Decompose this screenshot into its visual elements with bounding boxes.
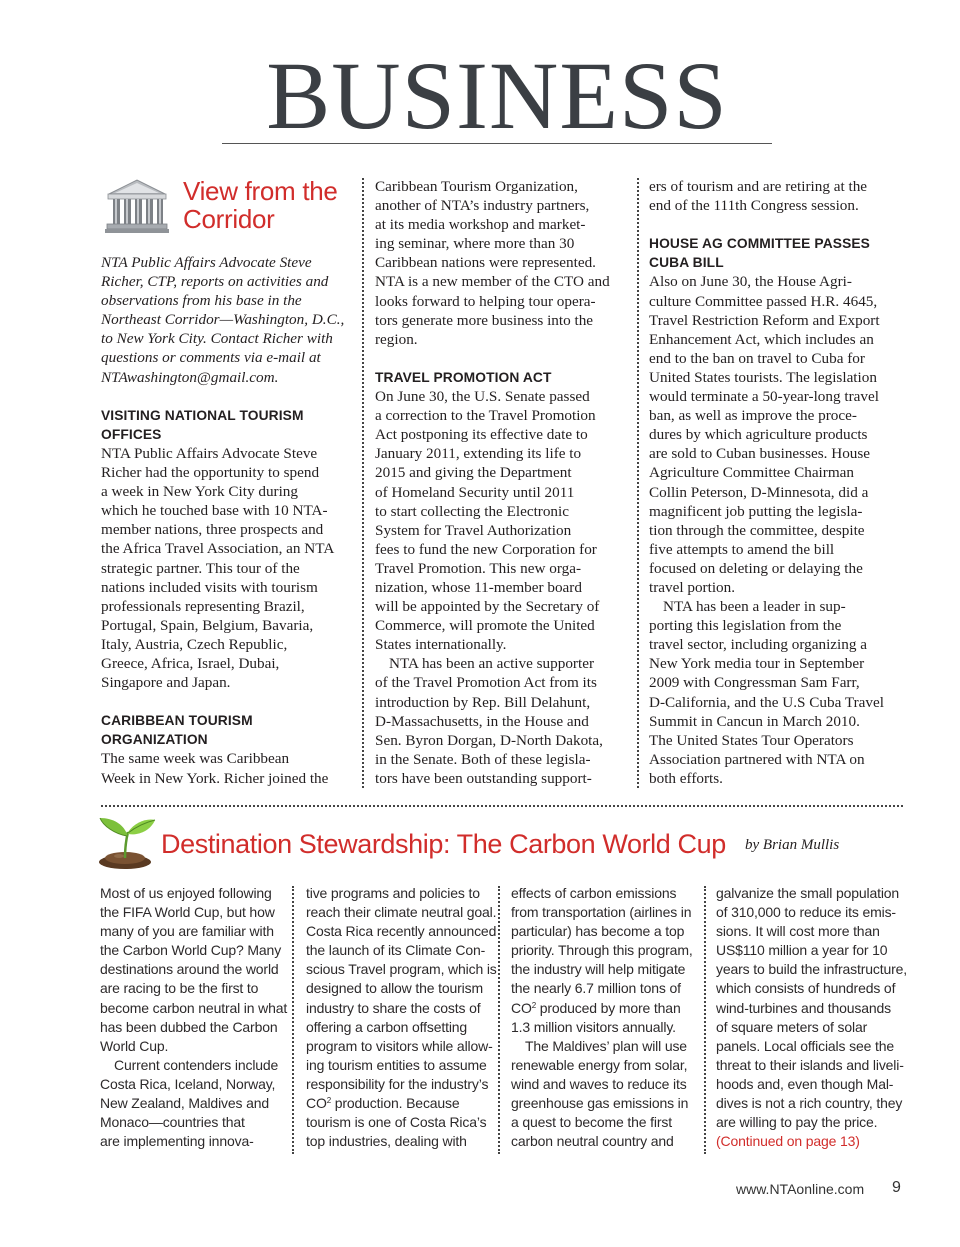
body-line: a quest to become the first: [511, 1114, 672, 1131]
body-line: would terminate a 50-year-long travel: [649, 388, 879, 406]
body-line: US$110 million a year for 10: [716, 942, 888, 959]
body-line: years to build the infrastructure,: [716, 961, 907, 978]
body-line: travel sector, including organizing a: [649, 636, 867, 654]
body-line: the nearly 6.7 million tons of: [511, 980, 681, 997]
body-line: a correction to the Travel Promotion: [375, 407, 596, 425]
corridor-title: [183, 177, 338, 233]
body-line: ing tourism entities to assume: [306, 1056, 487, 1073]
body-line: System for Travel Authorization: [375, 521, 572, 539]
body-line: Travel Restriction Reform and Export: [649, 311, 880, 329]
body-line: magnificent job putting the legisla-: [649, 502, 863, 520]
body-line: are implementing innova-: [100, 1133, 254, 1150]
body-line: Enhancement Act, which includes an: [649, 330, 874, 348]
body-line: Singapore and Japan.: [101, 674, 231, 692]
stewardship-column-4: [716, 884, 908, 1151]
co2-text: CO: [511, 999, 532, 1016]
intro-line: questions or comments via e-mail at: [101, 349, 321, 367]
section-heading: TRAVEL PROMOTION ACT: [375, 369, 552, 385]
body-line: United States tourists. The legislation: [649, 368, 877, 386]
body-line: dives is not a rich country, they: [716, 1095, 903, 1112]
co2-subscript: 2: [326, 1096, 332, 1106]
body-line: New York media tour in September: [649, 655, 865, 673]
body-line: professionals representing Brazil,: [101, 597, 305, 615]
body-line: fees to fund the new Corporation for: [375, 540, 597, 558]
body-line: focused on deleting or delaying the: [649, 559, 863, 577]
body-line: sions. It will cost more than: [716, 923, 880, 940]
body-line: end of the 111th Congress session.: [649, 197, 859, 215]
body-line: scious Travel program, which is: [306, 961, 497, 978]
body-line: NTA has been a leader in sup-: [663, 598, 846, 616]
body-line: nations included visits with tourism: [101, 578, 318, 596]
column-divider: [292, 886, 294, 1154]
body-line: to start collecting the Electronic: [375, 502, 569, 520]
body-line: of the Travel Promotion Act from its: [375, 674, 597, 692]
body-line: panels. Local officials see the: [716, 1037, 894, 1054]
body-line: travel portion.: [649, 578, 736, 596]
body-line: culture Committee passed H.R. 4645,: [649, 292, 878, 310]
intro-line: Richer, CTP, reports on activities and: [101, 273, 329, 291]
section-heading: CUBA BILL: [649, 255, 724, 271]
capitol-building-icon: [105, 176, 169, 234]
body-line: tion through the committee, despite: [649, 521, 865, 539]
section-heading: ORGANIZATION: [101, 732, 208, 748]
body-line: 2015 and giving the Department: [375, 464, 572, 482]
corridor-title-line: View from the: [183, 176, 338, 206]
body-line: in the Senate. Both of these legisla-: [375, 750, 591, 768]
body-line: wind-turbines and thousands: [716, 999, 891, 1016]
body-line: priority. Through this program,: [511, 942, 693, 959]
section-heading: CARIBBEAN TOURISM: [101, 713, 253, 729]
body-line: NTA is a new member of the CTO and: [375, 273, 610, 291]
body-line: are willing to pay the price.: [716, 1114, 878, 1131]
body-line: D-Massachusetts, in the House and: [375, 712, 589, 730]
body-line: member nations, three prospects and: [101, 521, 324, 539]
body-line: Commerce, will promote the United: [375, 617, 595, 635]
body-line: tors have been outstanding support-: [375, 769, 592, 787]
body-line: Travel Promotion. This new orga-: [375, 559, 582, 577]
column-divider: [704, 886, 706, 1154]
corridor-title-line: Corridor: [183, 204, 275, 234]
body-line: the Carbon World Cup? Many: [100, 942, 282, 959]
body-line: the launch of its Climate Con-: [306, 942, 486, 959]
body-line: Caribbean nations were represented.: [375, 254, 596, 272]
body-line: of square meters of solar: [716, 1018, 868, 1035]
body-line: another of NTA’s industry partners,: [375, 197, 590, 215]
body-line: become carbon neutral in what: [100, 999, 288, 1016]
body-line: World Cup.: [100, 1037, 169, 1054]
body-line: of 310,000 to reduce its emis-: [716, 904, 896, 921]
body-line: threat to their islands and liveli-: [716, 1056, 904, 1073]
body-line: Collin Peterson, D-Minnesota, did a: [649, 483, 869, 501]
body-line: Portugal, Spain, Belgium, Bavaria,: [101, 616, 314, 634]
body-line: reach their climate neutral goal.: [306, 904, 497, 921]
intro-line: observations from his base in the: [101, 292, 302, 310]
body-line: top industries, dealing with: [306, 1133, 467, 1150]
body-line: galvanize the small population: [716, 885, 900, 901]
co2-text-rest: production. Because: [331, 1095, 460, 1112]
corridor-column-3: [649, 177, 909, 788]
body-line: region.: [375, 330, 418, 348]
body-line: effects of carbon emissions: [511, 885, 677, 901]
body-line: designed to allow the tourism: [306, 980, 483, 997]
body-line: NTA Public Affairs Advocate Steve: [101, 444, 318, 462]
page-title: BUSINESS: [266, 42, 728, 149]
body-line: wind and waves to reduce its: [511, 1075, 687, 1092]
intro-line: to New York City. Contact Richer with: [101, 330, 333, 348]
body-line: which consists of hundreds of: [716, 980, 896, 997]
body-line: ers of tourism and are retiring at the: [649, 178, 868, 195]
masthead-rule: [222, 143, 772, 144]
body-line: Act postponing its effective date to: [375, 426, 588, 444]
body-line: Current contenders include: [114, 1056, 279, 1073]
body-line: Association partnered with NTA on: [649, 750, 865, 768]
body-line: On June 30, the U.S. Senate passed: [375, 388, 590, 406]
body-line: Caribbean Tourism Organization,: [375, 178, 578, 195]
intro-line: NTA Public Affairs Advocate Steve: [101, 254, 312, 271]
corridor-column-2: [375, 177, 633, 788]
body-line: introduction by Rep. Bill Delahunt,: [375, 693, 591, 711]
column-divider: [362, 178, 364, 788]
body-line: Agriculture Committee Chairman: [649, 464, 854, 482]
body-line: will be appointed by the Secretary of: [375, 598, 600, 616]
body-line: 1.3 million visitors annually.: [511, 1018, 676, 1035]
body-line: ing seminar, where more than 30: [375, 235, 575, 253]
body-line: which he touched base with 10 NTA-: [101, 502, 328, 520]
body-line: Monaco—countries that: [100, 1114, 245, 1131]
body-line: Italy, Austria, Czech Republic,: [101, 635, 288, 653]
body-line: tive programs and policies to: [306, 885, 480, 901]
body-line: Week in New York. Richer joined the: [101, 769, 329, 787]
footer-url[interactable]: www.NTAonline.com: [736, 1181, 865, 1197]
body-line: Most of us enjoyed following: [100, 885, 272, 901]
stewardship-column-3: [511, 884, 701, 1151]
body-line: hoods and, even though Mal-: [716, 1075, 894, 1092]
body-line: renewable energy from solar,: [511, 1056, 688, 1073]
intro-line: Northeast Corridor—Washington, D.C.,: [101, 311, 345, 329]
body-line: five attempts to amend the bill: [649, 540, 835, 558]
byline: by Brian Mullis: [745, 837, 840, 853]
column-divider: [498, 886, 500, 1154]
body-line: D-California, and the U.S Cuba Travel: [649, 693, 884, 711]
body-line: Richer had the opportunity to spend: [101, 464, 320, 482]
body-line: both efforts.: [649, 769, 723, 787]
body-line: ban, as well as improve the proce-: [649, 407, 857, 425]
body-line: destinations around the world: [100, 961, 279, 978]
body-line: Sen. Byron Dorgan, D-North Dakota,: [375, 731, 603, 749]
body-line: at its media workshop and market-: [375, 216, 586, 234]
body-line: dures by which agriculture products: [649, 426, 868, 444]
body-line: The same week was Caribbean: [101, 750, 290, 768]
body-line: are sold to Cuban businesses. House: [649, 445, 871, 463]
body-line: the Africa Travel Association, an NTA: [101, 540, 335, 558]
body-line: the FIFA World Cup, but how: [100, 904, 275, 921]
body-line: strategic partner. This tour of the: [101, 559, 300, 577]
body-line: Costa Rica recently announced: [306, 923, 497, 940]
co2-text: CO: [306, 1095, 327, 1112]
body-line: greenhouse gas emissions in: [511, 1095, 689, 1112]
body-line: looks forward to helping tour opera-: [375, 292, 596, 310]
body-line: nization, whose 11-member board: [375, 578, 582, 596]
stewardship-title: Destination Stewardship: The Carbon World Cup: [161, 829, 726, 859]
body-line: offering a carbon offsetting: [306, 1018, 468, 1035]
body-line: [306, 1094, 496, 1113]
body-line: Greece, Africa, Israel, Dubai,: [101, 654, 280, 672]
body-line: NTA has been an active supporter: [389, 655, 595, 673]
body-line: Costa Rica, Iceland, Norway,: [100, 1075, 276, 1092]
page-number: 9: [892, 1179, 901, 1196]
body-line: are racing to be the first to: [100, 980, 259, 997]
body-line: of Homeland Security until 2011: [375, 483, 575, 501]
intro-line: NTAwashington@gmail.com.: [101, 368, 279, 386]
section-heading: VISITING NATIONAL TOURISM: [101, 407, 304, 423]
body-line: tors generate more business into the: [375, 311, 594, 329]
stewardship-column-2: [306, 884, 496, 1151]
body-line: particular) has become a top: [511, 923, 685, 940]
body-line: January 2011, extending its life to: [375, 445, 582, 463]
body-line: Also on June 30, the House Agri-: [649, 273, 852, 291]
section-heading: HOUSE AG COMMITTEE PASSES: [649, 236, 870, 252]
section-heading: OFFICES: [101, 426, 162, 442]
body-line: carbon neutral country and: [511, 1133, 674, 1150]
co2-subscript: 2: [531, 1000, 537, 1010]
section-divider: [101, 805, 903, 807]
seedling-icon: [95, 812, 157, 870]
body-line: The Maldives’ plan will use: [525, 1037, 687, 1054]
body-line: Summit in Cancun in March 2010.: [649, 712, 860, 730]
body-line: from transportation (airlines in: [511, 904, 692, 921]
body-line: the industry will help mitigate: [511, 961, 686, 978]
body-line: [511, 999, 701, 1018]
body-line: tourism is one of Costa Rica’s: [306, 1114, 487, 1131]
body-line: many of you are familiar with: [100, 923, 274, 940]
co2-text-rest: produced by more than: [536, 999, 681, 1016]
continued-link[interactable]: (Continued on page 13): [716, 1133, 860, 1150]
body-line: States internationally.: [375, 636, 507, 654]
body-line: industry to share the costs of: [306, 999, 481, 1016]
body-line: New Zealand, Maldives and: [100, 1095, 270, 1112]
body-line: end to the ban on travel to Cuba for: [649, 349, 865, 367]
stewardship-column-1: [100, 884, 288, 1151]
body-line: The United States Tour Operators: [649, 731, 854, 749]
body-line: 2009 with Congressman Sam Farr,: [649, 674, 860, 692]
body-line: has been dubbed the Carbon: [100, 1018, 278, 1035]
body-line: responsibility for the industry’s: [306, 1075, 489, 1092]
body-line: a week in New York City during: [101, 483, 298, 501]
body-line: porting this legislation from the: [649, 617, 842, 635]
column-divider: [637, 178, 639, 788]
corridor-column-1: [101, 253, 357, 788]
body-line: program to visitors while allow-: [306, 1037, 493, 1054]
